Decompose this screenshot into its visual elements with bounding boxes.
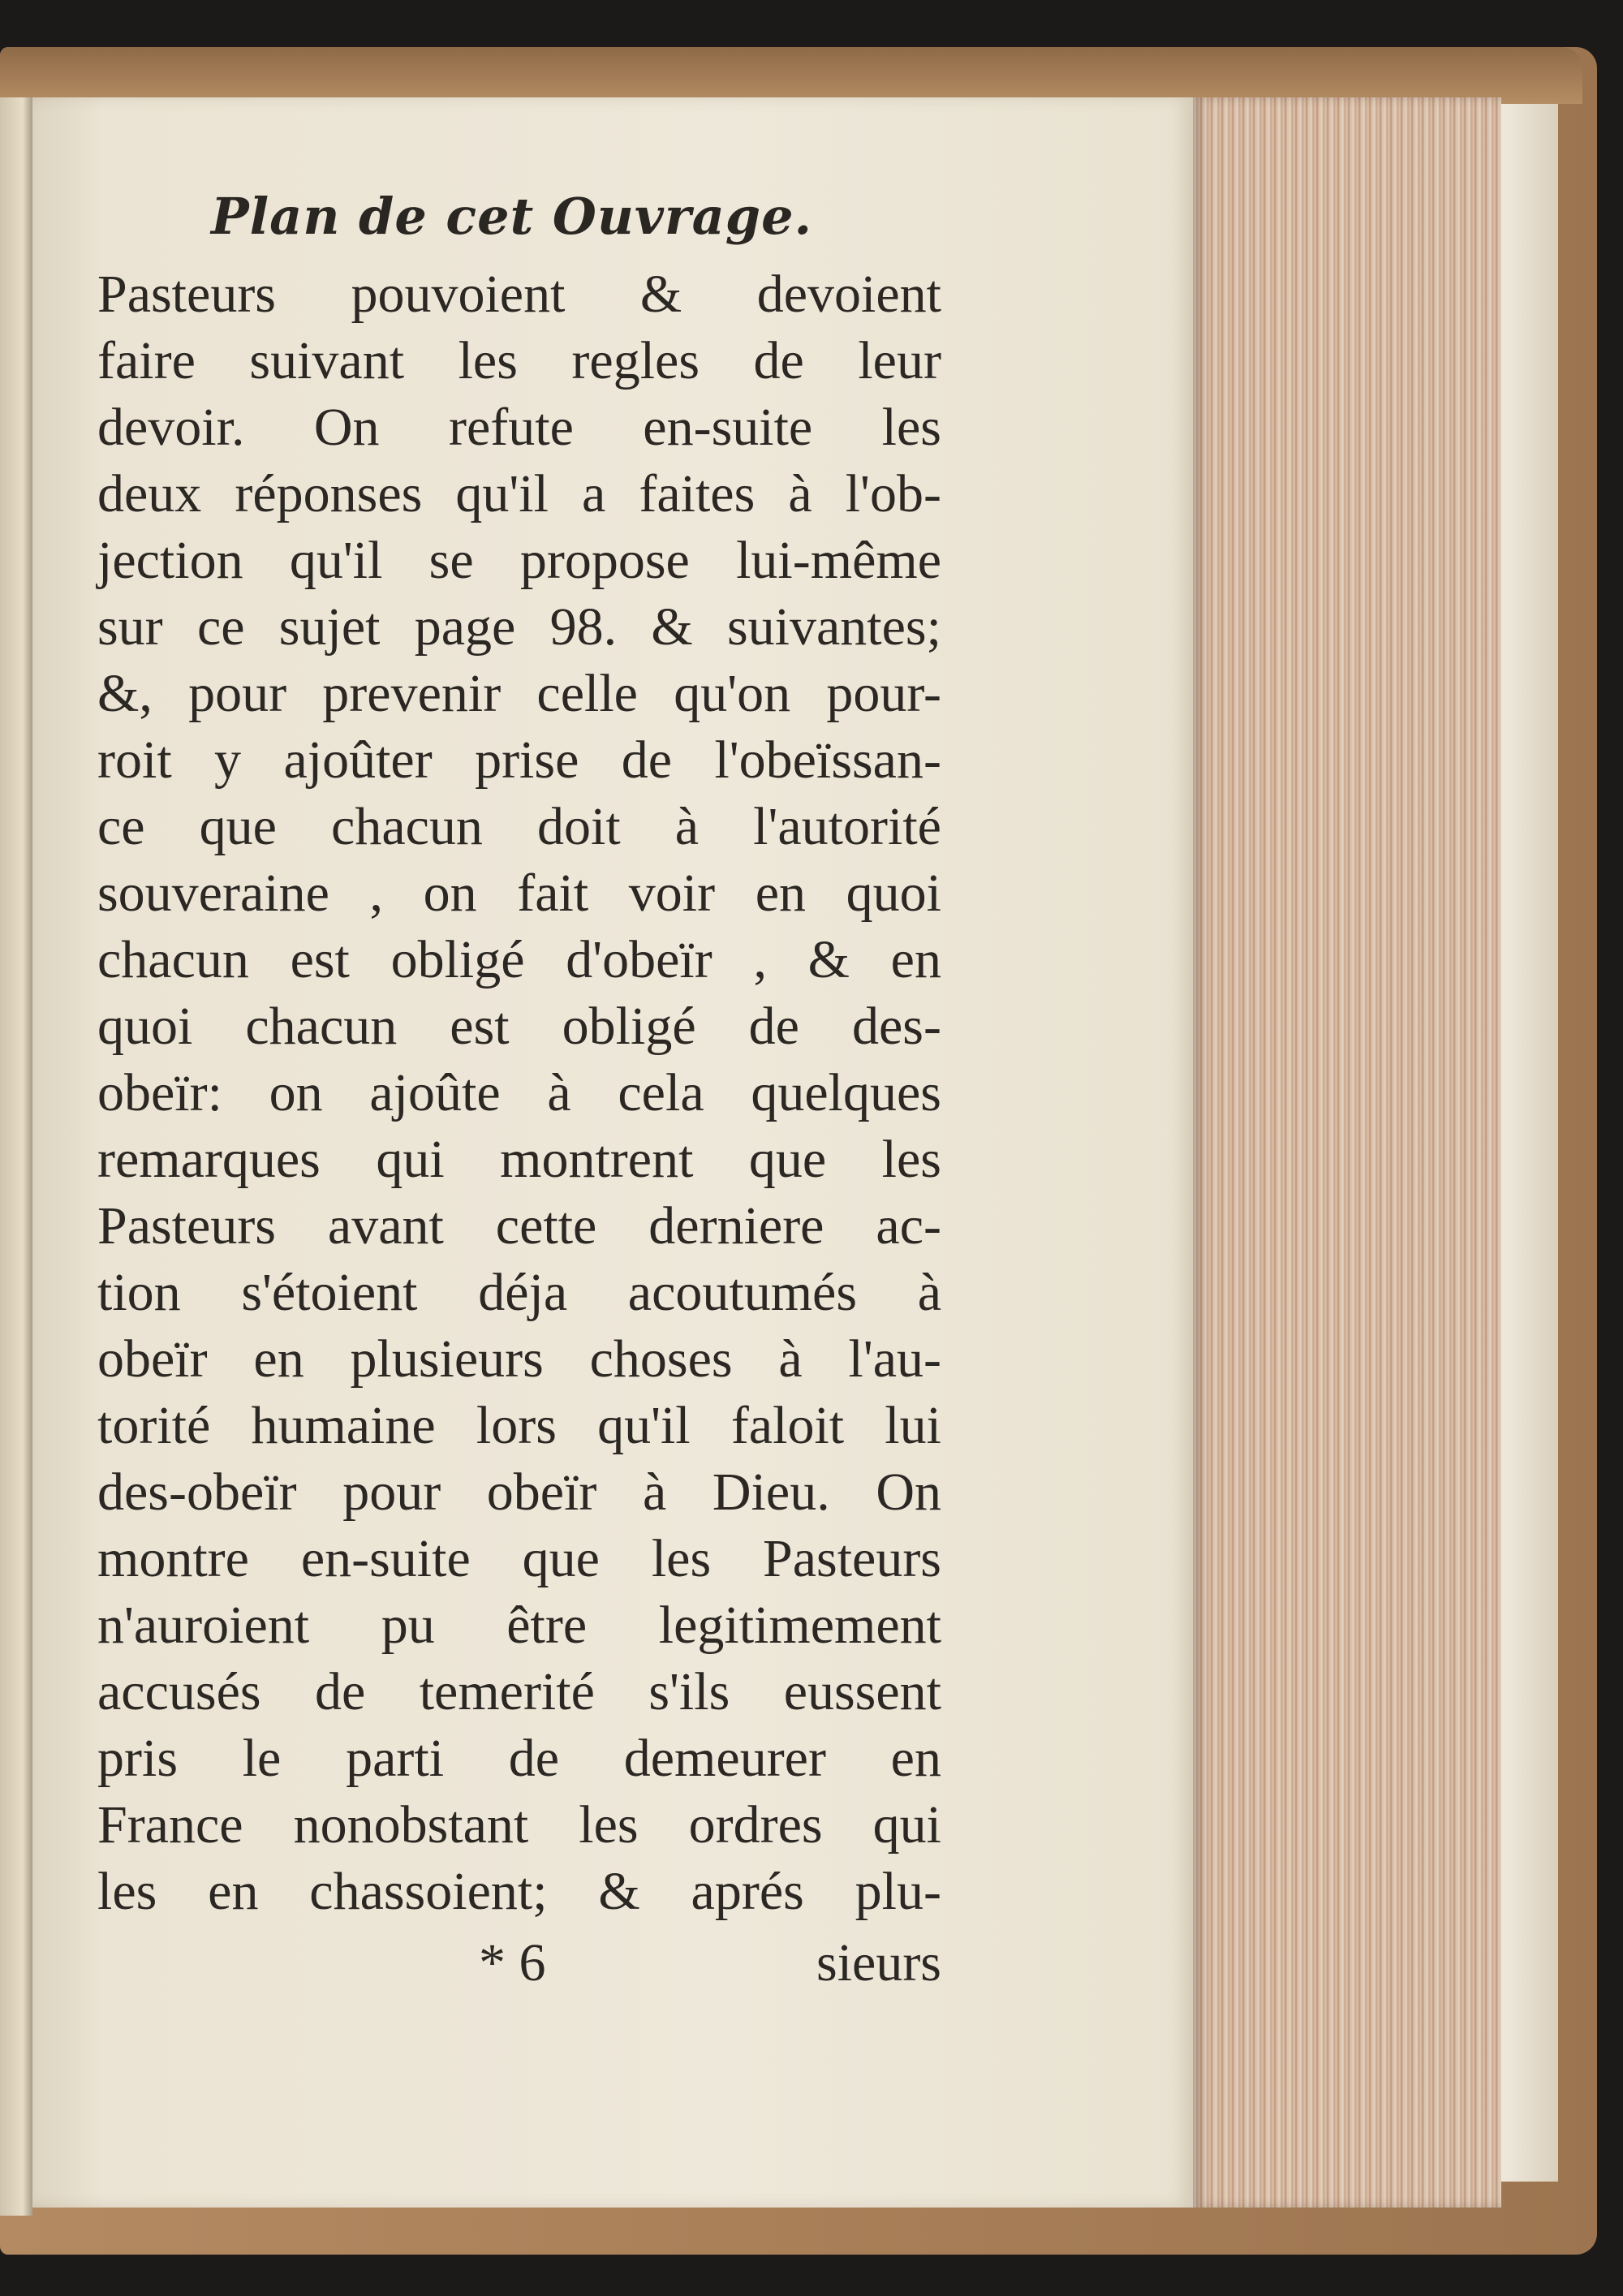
word: se <box>428 531 474 590</box>
word: obeïr: <box>97 1063 222 1122</box>
word: montrent <box>500 1130 694 1189</box>
cover-top-edge <box>0 47 1582 104</box>
word: s'ils <box>648 1662 730 1721</box>
word: ce <box>97 797 145 856</box>
word: que <box>522 1529 600 1588</box>
word: 98. <box>549 597 618 657</box>
text-line <box>97 860 941 927</box>
text-line <box>97 594 941 661</box>
word: Pasteurs <box>763 1529 941 1588</box>
word: de <box>314 1662 366 1721</box>
word: roit <box>97 730 172 790</box>
text-line <box>97 1326 941 1393</box>
word: l'ob- <box>845 464 941 523</box>
word: acoutumés <box>627 1263 858 1322</box>
word: obeïr <box>97 1329 208 1389</box>
word: est <box>290 930 350 989</box>
word: torité <box>97 1396 211 1455</box>
word: Pasteurs <box>97 265 276 324</box>
word: l'au- <box>848 1329 941 1389</box>
text-line <box>97 1260 941 1326</box>
word: l'obeïssan- <box>714 730 941 790</box>
word: à <box>778 1329 803 1389</box>
word: Dieu. <box>712 1462 830 1522</box>
running-head: Plan de cet Ouvrage. <box>211 187 813 246</box>
word: eussent <box>783 1662 941 1721</box>
word: les <box>881 398 941 457</box>
word: obligé <box>390 930 525 989</box>
word: en <box>890 930 941 989</box>
text-line <box>97 1459 941 1526</box>
word: ajoûte <box>369 1063 501 1122</box>
word: de <box>508 1729 560 1788</box>
text-line <box>97 1193 941 1260</box>
word: de <box>753 331 804 390</box>
text-line <box>97 1393 941 1459</box>
word: & <box>807 930 850 989</box>
text-line <box>97 328 941 394</box>
text-line <box>97 993 941 1060</box>
word: cette <box>495 1196 597 1256</box>
word: est <box>450 997 510 1056</box>
word: suivantes; <box>726 597 941 657</box>
word: refute <box>448 398 574 457</box>
word: devoir. <box>97 398 245 457</box>
body-text <box>97 261 941 1925</box>
word: s'étoient <box>241 1263 418 1322</box>
word: les <box>97 1862 157 1921</box>
word: Pasteurs <box>97 1196 276 1256</box>
word: plusieurs <box>350 1329 544 1389</box>
word: y <box>214 730 242 790</box>
word: lors <box>476 1396 557 1455</box>
text-line <box>97 1792 941 1859</box>
word: France <box>97 1795 243 1854</box>
text-line <box>97 1060 941 1126</box>
text-line <box>97 461 941 528</box>
word: à <box>788 464 812 523</box>
word: réponses <box>235 464 423 523</box>
text-line <box>97 528 941 594</box>
word: regles <box>571 331 700 390</box>
word: en <box>890 1729 941 1788</box>
word: des- <box>851 997 941 1056</box>
word: page <box>414 597 516 657</box>
word: chacun <box>97 930 249 989</box>
word: de <box>621 730 673 790</box>
word: jection <box>97 531 243 590</box>
text-line <box>97 1725 941 1792</box>
text-line <box>97 727 941 794</box>
word: faire <box>97 331 196 390</box>
word: en-suite <box>643 398 813 457</box>
word: On <box>313 398 380 457</box>
word: l'autorité <box>753 797 941 856</box>
word: qu'on <box>674 664 791 723</box>
word: & <box>598 1862 640 1921</box>
catchword: sieurs <box>816 1933 941 1992</box>
word: cela <box>618 1063 704 1122</box>
word: suivant <box>249 331 405 390</box>
word: humaine <box>251 1396 436 1455</box>
word: quoi <box>97 997 193 1056</box>
word: d'obeïr <box>566 930 712 989</box>
word: a <box>582 464 606 523</box>
word: leur <box>858 331 941 390</box>
page-fore-edge <box>1193 97 1501 2208</box>
word: les <box>651 1529 712 1588</box>
word: faloit <box>730 1396 845 1455</box>
word: quelques <box>751 1063 941 1122</box>
word: à <box>547 1063 571 1122</box>
word: en <box>253 1329 304 1389</box>
page-footer <box>97 1930 941 1997</box>
word: voir <box>628 864 716 923</box>
word: remarques <box>97 1130 321 1189</box>
word: & <box>651 597 693 657</box>
text-line <box>97 794 941 860</box>
word: fait <box>517 864 589 923</box>
word: nonobstant <box>293 1795 529 1854</box>
word: devoient <box>756 265 941 324</box>
word: tion <box>97 1263 181 1322</box>
text-line <box>97 1126 941 1193</box>
word: pour- <box>826 664 941 723</box>
word: demeurer <box>623 1729 826 1788</box>
word: être <box>506 1596 588 1655</box>
word: qui <box>872 1795 941 1854</box>
word: des-obeïr <box>97 1462 297 1522</box>
word: & <box>639 265 682 324</box>
word: que <box>199 797 277 856</box>
word: les <box>579 1795 639 1854</box>
text-line <box>97 661 941 727</box>
word: &, <box>97 664 153 723</box>
word: obligé <box>562 997 696 1056</box>
word: avant <box>327 1196 444 1256</box>
word: lui-même <box>736 531 941 590</box>
word: montre <box>97 1529 249 1588</box>
word: parti <box>346 1729 445 1788</box>
word: chacun <box>245 997 398 1056</box>
word: sur <box>97 597 163 657</box>
word: à <box>643 1462 667 1522</box>
text-line <box>97 261 941 328</box>
text-line <box>97 1526 941 1592</box>
word: celle <box>536 664 638 723</box>
word: , <box>753 930 767 989</box>
word: On <box>876 1462 941 1522</box>
word: qu'il <box>289 531 383 590</box>
word: derniere <box>648 1196 824 1256</box>
word: ac- <box>876 1196 941 1256</box>
word: déja <box>478 1263 568 1322</box>
word: aprés <box>691 1862 804 1921</box>
word: en <box>755 864 807 923</box>
text-line <box>97 927 941 993</box>
word: à <box>674 797 700 856</box>
signature-mark: * 6 <box>479 1933 546 1992</box>
facing-page-edge <box>0 97 32 2216</box>
word: obeïr <box>486 1462 597 1522</box>
back-endpaper <box>1501 104 1558 2182</box>
word: les <box>458 331 518 390</box>
word: sujet <box>278 597 381 657</box>
word: qu'il <box>597 1396 691 1455</box>
word: temerité <box>419 1662 595 1721</box>
word: de <box>748 997 799 1056</box>
word: accusés <box>97 1662 261 1721</box>
word: ajoûter <box>283 730 433 790</box>
word: en-suite <box>300 1529 471 1588</box>
word: legitimement <box>658 1596 941 1655</box>
word: quoi <box>846 864 941 923</box>
text-line <box>97 394 941 461</box>
word: chacun <box>331 797 483 856</box>
word: choses <box>589 1329 733 1389</box>
text-line <box>97 1592 941 1659</box>
word: pour <box>188 664 287 723</box>
word: pour <box>342 1462 441 1522</box>
word: ordres <box>688 1795 823 1854</box>
word: que <box>748 1130 827 1189</box>
text-line <box>97 1659 941 1725</box>
word: chassoient; <box>309 1862 548 1921</box>
word: prevenir <box>322 664 502 723</box>
word: , <box>369 864 383 923</box>
word: lui <box>885 1396 941 1455</box>
word: en <box>208 1862 259 1921</box>
word: on <box>423 864 477 923</box>
word: on <box>269 1063 323 1122</box>
word: doit <box>537 797 621 856</box>
word: qu'il <box>455 464 549 523</box>
word: le <box>242 1729 282 1788</box>
word: plu- <box>855 1862 941 1921</box>
word: les <box>881 1130 941 1189</box>
word: pu <box>381 1596 435 1655</box>
word: qui <box>376 1130 445 1189</box>
word: à <box>917 1263 941 1322</box>
word: prise <box>475 730 579 790</box>
word: pris <box>97 1729 178 1788</box>
text-line <box>97 1859 941 1925</box>
word: n'auroient <box>97 1596 310 1655</box>
word: souveraine <box>97 864 329 923</box>
word: deux <box>97 464 202 523</box>
word: ce <box>196 597 245 657</box>
word: propose <box>519 531 690 590</box>
word: pouvoient <box>351 265 566 324</box>
word: faites <box>639 464 756 523</box>
